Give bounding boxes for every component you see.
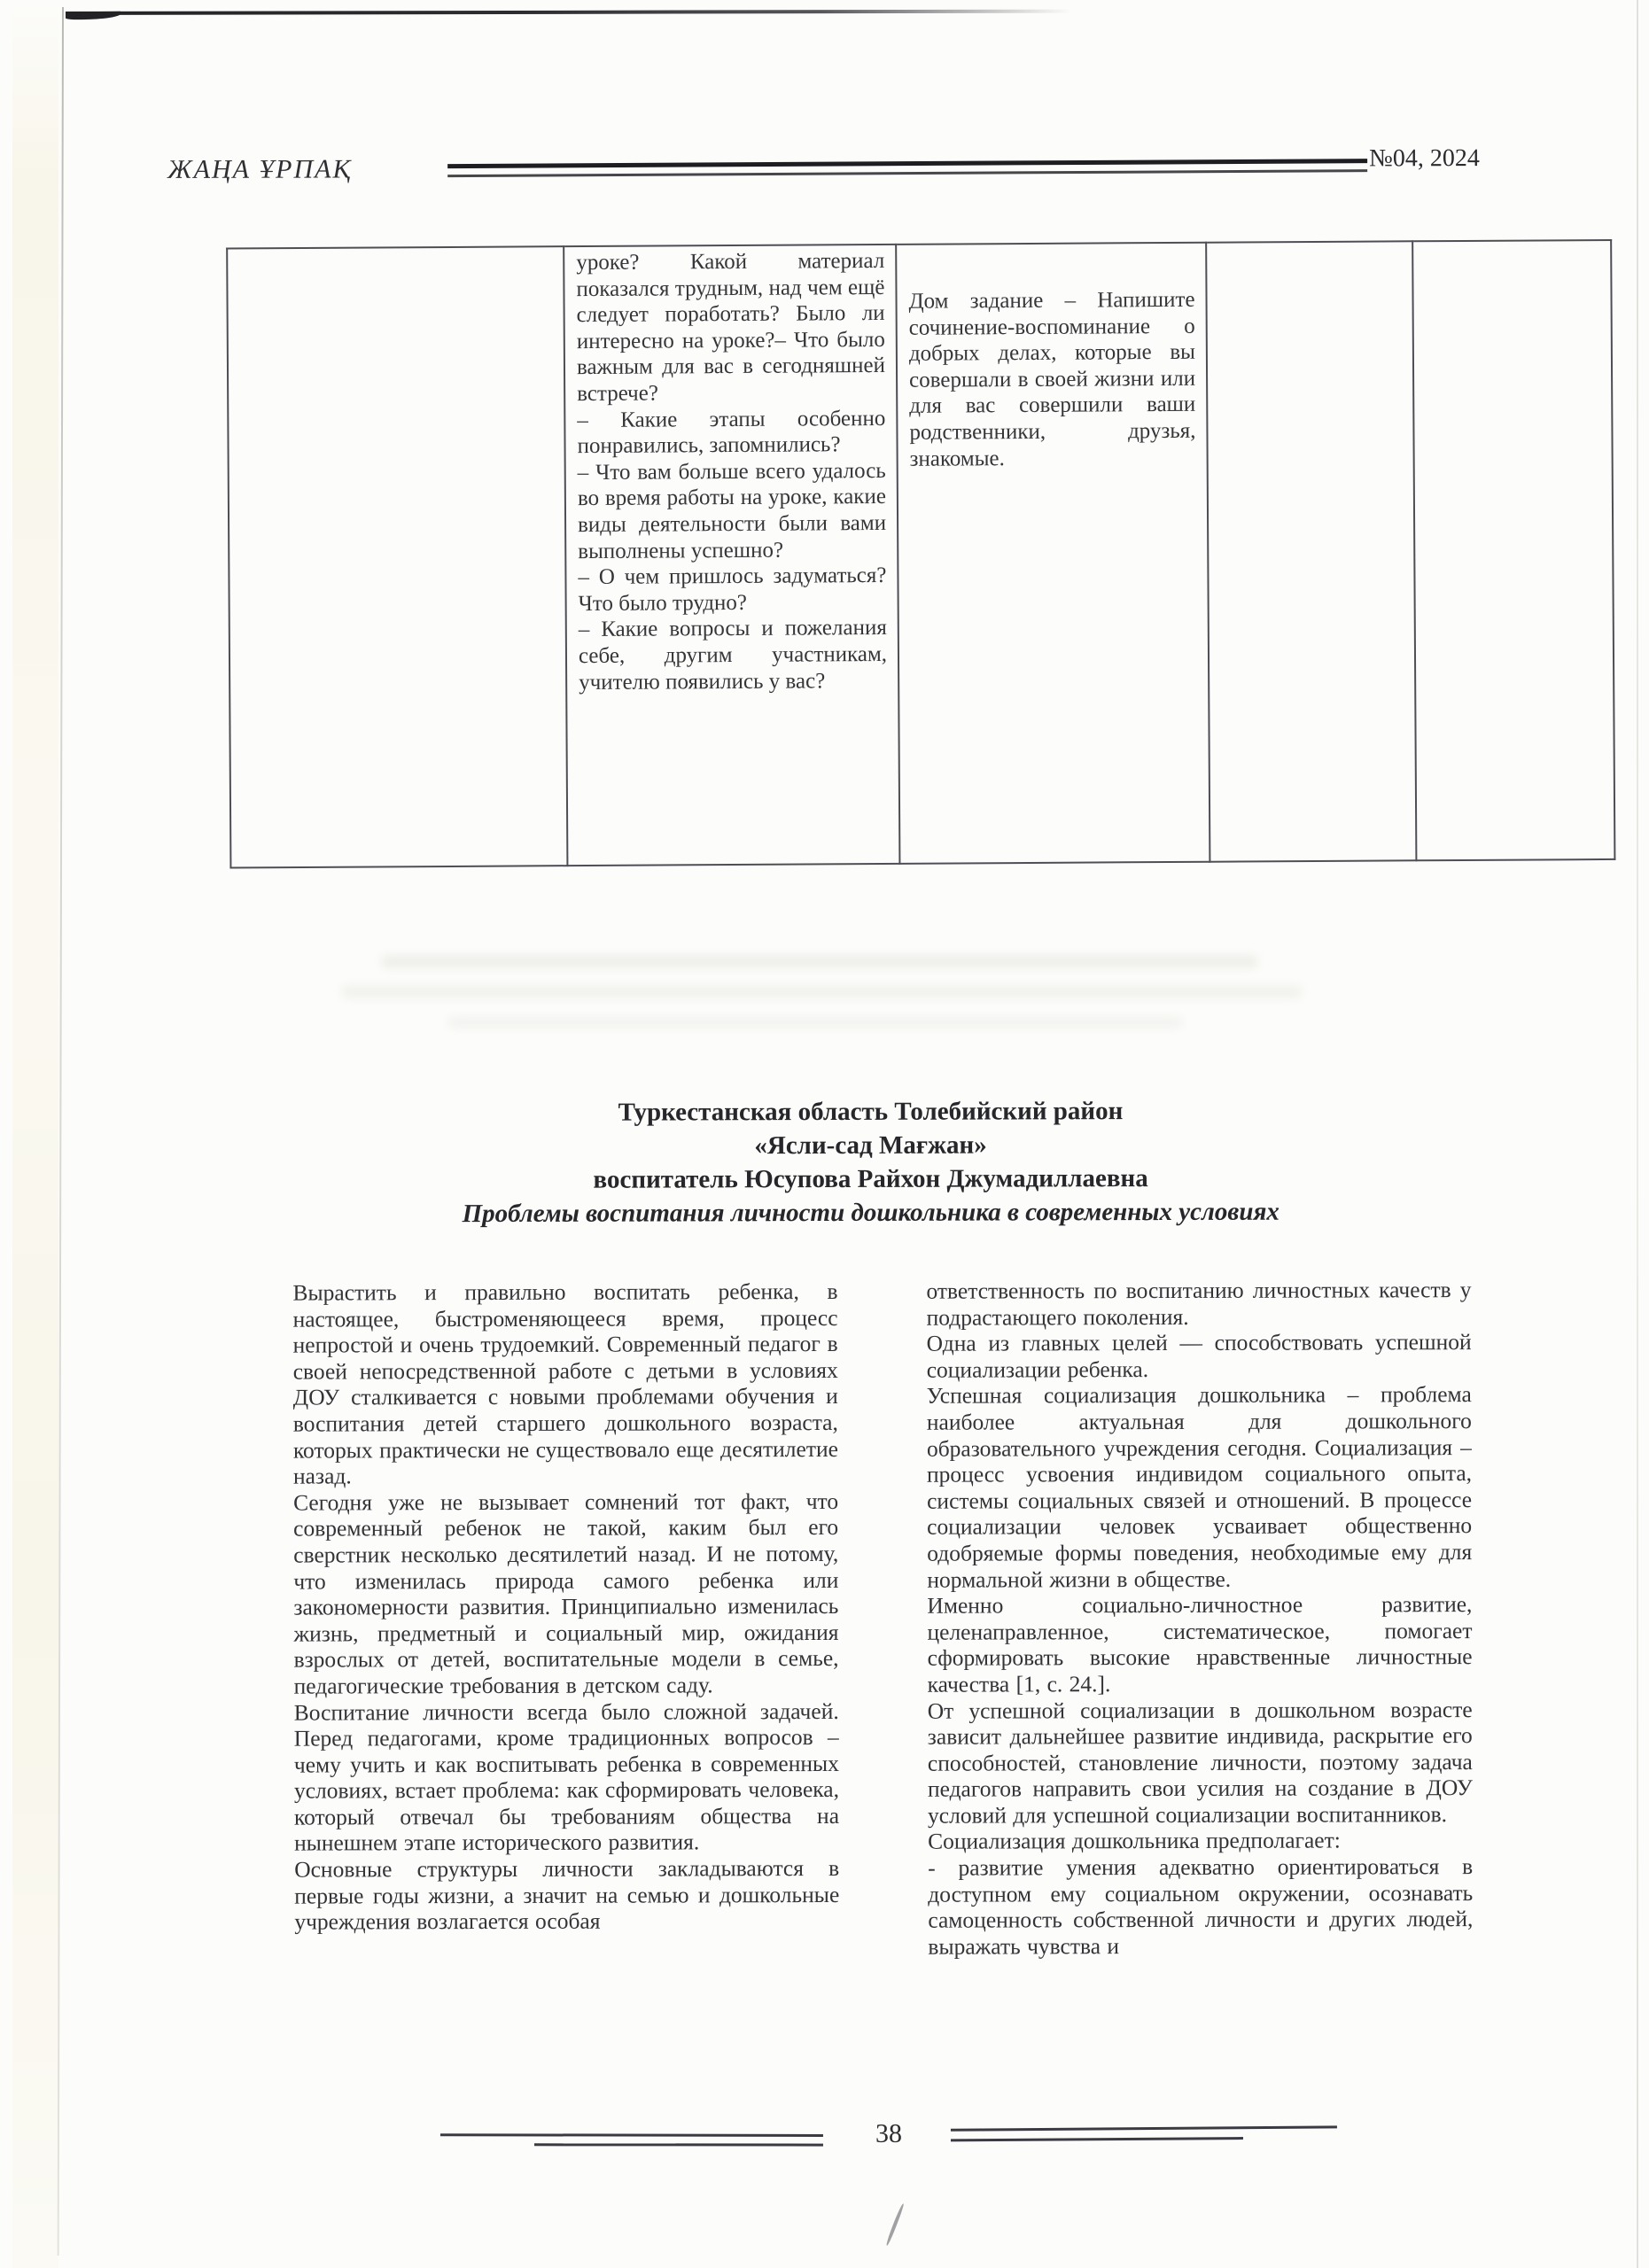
- page-number: 38: [875, 2118, 902, 2148]
- table-cell-empty-1: [227, 246, 567, 867]
- issue-number: №04, 2024: [1369, 144, 1480, 173]
- paragraph: Успешная социализация дошкольника – проблема наиболее актуальная для дошкольного образовательного учреждения сегодня. Социализация – процесс усвоения индивидом социального опыта, системы социальных связей и отношений. В процессе социализации человек усваивает общественно одобряемые формы поведения, необходимые ему для нормальной жизни в обществе.: [926, 1381, 1473, 1593]
- header-rule-thick: [447, 159, 1367, 168]
- article-title-block: [229, 1093, 1512, 1231]
- homework-text: [908, 246, 1196, 472]
- paragraph: уроке? Какой материал показался трудным, над чем ещё следует поработать? Было ли интересно на уроке?– Что было важным для вас в сегодняшней встрече?: [576, 248, 886, 407]
- title-author: воспитатель Юсупова Райхон Джумадиллаевна: [593, 1164, 1148, 1194]
- article-body: [292, 1277, 1473, 1961]
- table-cell-empty-3: [1412, 240, 1614, 860]
- table-row: [227, 240, 1614, 868]
- article-title: Проблемы воспитания личности дошкольника в современных условиях: [462, 1197, 1280, 1229]
- footer-rule-left-bottom: [534, 2143, 823, 2146]
- title-region: Туркестанская область Толебийский район: [618, 1097, 1124, 1127]
- paragraph: Воспитание личности всегда было сложной задачей. Перед педагогами, кроме традиционных вопросов – чему учить и как воспитывать ребенка в современных условиях, встает проблема: как сформировать человека, который отвечал бы требованиям общества на нынешнем этапе исторического развития.: [293, 1697, 840, 1857]
- footer-rule-left-top: [440, 2133, 823, 2137]
- article-right-column: [926, 1277, 1473, 1960]
- paragraph: – Какие этапы особенно понравились, запомнились?: [577, 406, 886, 459]
- paragraph: От успешной социализации в дошкольном возрасте зависит дальнейшее развитие индивида, раскрытие его способностей, становление личности, поэтому задача педагогов направить свои усилия на создание в ДОУ условий для успешной социализации воспитанников.: [927, 1696, 1473, 1829]
- title-kindergarten: «Ясли-сад Мағжан»: [754, 1130, 987, 1161]
- paragraph: Основные структуры личности закладываются в первые годы жизни, а значит на семью и дошкольные учреждения возлагается особая: [294, 1855, 840, 1935]
- journal-title: ЖАҢА ҰРПАҚ: [167, 154, 353, 184]
- table-cell-empty-2: [1206, 241, 1416, 861]
- paragraph: – Какие вопросы и пожелания себе, другим участникам, учителю появились у вас?: [578, 616, 888, 695]
- paragraph: – О чем пришлось задуматься? Что было трудно?: [578, 563, 887, 616]
- paragraph: Сегодня уже не вызывает сомнений тот факт, что современный ребенок не такой, каким был его сверстник несколько десятилетий назад. И не потому, что изменилась природа самого ребенка или закономерности развития. Принципиально изменилась жизнь, предметный и социальный мир, ожидания взрослых от детей, воспитательные модели в семье, педагогические требования в детском саду.: [293, 1487, 839, 1699]
- footer-rule-right-top: [951, 2125, 1337, 2131]
- paragraph: ответственность по воспитанию личностных качеств у подрастающего поколения.: [926, 1277, 1472, 1331]
- paragraph: – Что вам больше всего удалось во время работы на уроке, какие виды деятельности были вами выполнены успешно?: [577, 458, 887, 563]
- paragraph: Вырастить и правильно воспитать ребенка, в настоящее, быстроменяющееся время, процесс непростой и очень трудоемкий. Современный педагог в своей непосредственной работе с детьми в условиях ДОУ сталкивается с новыми проблемами обучения и воспитания детей старшего дошкольного возраста, которых практически не существовало еще десятилетие назад.: [292, 1278, 838, 1489]
- paragraph: - развитие умения адекватно ориентироваться в доступном ему социальном окружении, осознавать самоценность собственной личности и других людей, выражать чувства и: [928, 1853, 1474, 1960]
- lesson-plan-table: [226, 239, 1615, 869]
- paragraph: Социализация дошкольника предполагает:: [928, 1827, 1341, 1855]
- paragraph: Дом задание – Напишите сочинение-воспоминание о добрых делах, которые вы совершали в своей жизни или для вас совершили ваши родственники, друзья, знакомые.: [908, 287, 1196, 471]
- table-cell-reflection-questions: [564, 245, 899, 866]
- article-left-column: [292, 1278, 839, 1961]
- table-cell-homework: [896, 243, 1210, 864]
- paragraph: Именно социально-личностное развитие, целенаправленное, систематическое, помогает сформировать высокие нравственные личностные качества [1, с. 24.].: [927, 1591, 1473, 1697]
- paragraph: Одна из главных целей — способствовать успешной социализации ребенка.: [926, 1329, 1472, 1383]
- header-rule-thin: [447, 169, 1367, 177]
- footer-rule-right-bottom: [951, 2137, 1243, 2141]
